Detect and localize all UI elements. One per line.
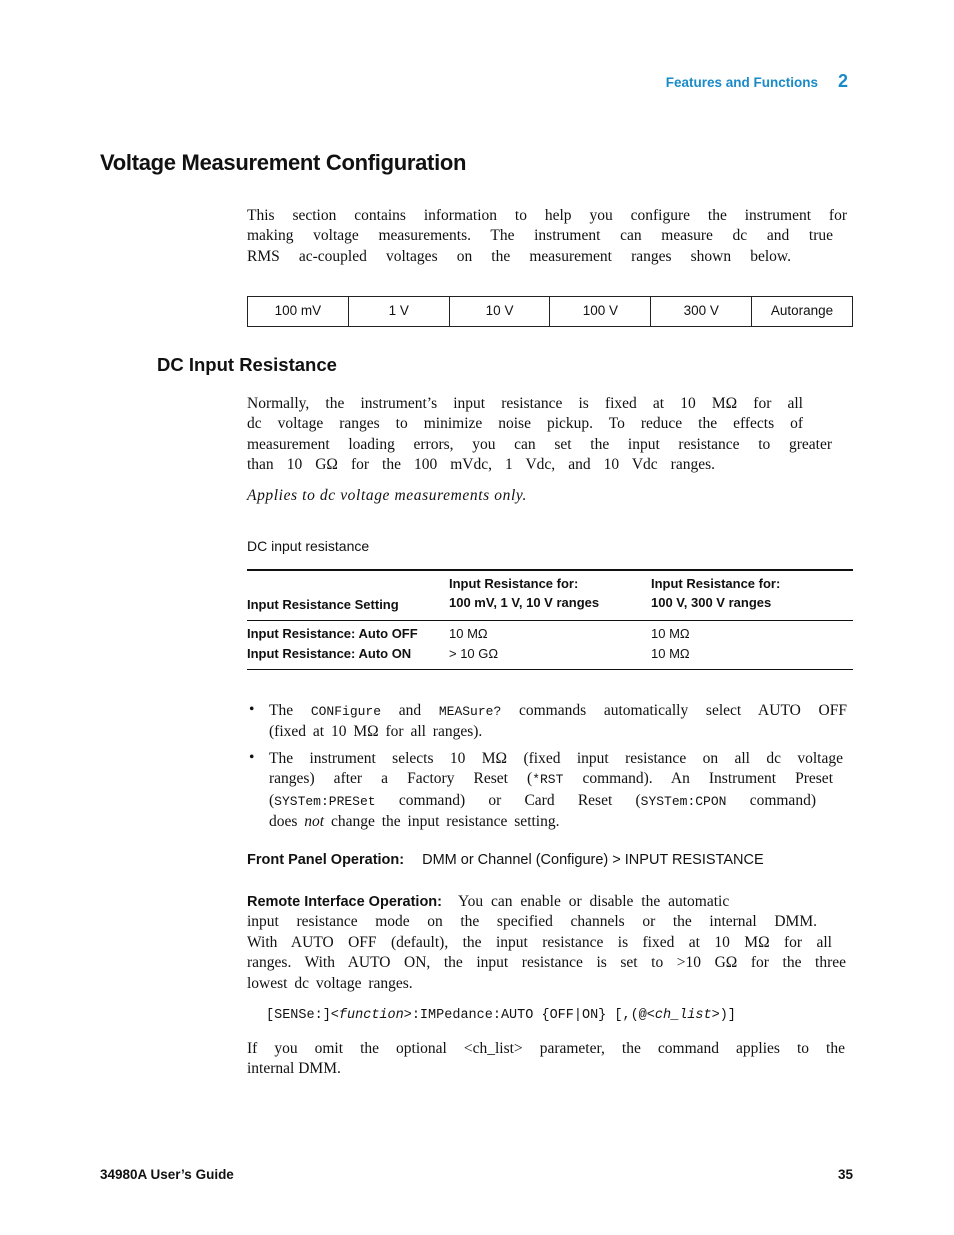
bullet-marker: • [249,701,255,718]
intro-line: making voltage measurements. The instrument can measure dc and true [247,227,833,245]
bullet-line: The instrument selects 10 MΩ (fixed input resistance on all dc voltage [269,750,843,767]
bullet-line: (fixed at 10 MΩ for all ranges). [269,723,483,741]
range-cell: Autorange [770,303,834,318]
command-cpon: SYSTem:CPON [640,793,727,809]
dc-line: than 10 GΩ for the 100 mVdc, 1 Vdc, and 10 Vdc ranges. [247,456,715,474]
table-header-rule [247,620,853,621]
table-row-high: 10 MΩ [651,646,690,661]
command-configure: CONFigure [310,704,382,719]
remote-label: Remote Interface Operation: [247,894,442,910]
chapter-number: 2 [838,71,849,91]
table-bottom-rule [247,669,853,670]
remote-line: Remote Interface Operation: You can enable or disable the automatic [247,893,730,910]
command-preset: SYSTem:PRESet [274,793,376,809]
header-line: 100 V, 300 V ranges [651,595,772,610]
page-number: 35 [837,1167,853,1182]
front-panel-operation [247,851,764,869]
remote-line: With AUTO OFF (default), the input resistance is fixed at 10 MΩ for all [247,933,832,951]
table-row-setting: Input Resistance: Auto ON [247,646,412,661]
remote-operation [247,892,847,994]
dc-line: Normally, the instrument’s input resistance is fixed at 10 MΩ for all [247,395,803,412]
intro-paragraph [247,206,847,267]
bullet-line: does not change the input resistance setting. [269,813,560,831]
remote-line: input resistance mode on the specified channels or the internal DMM. [247,913,817,931]
bullet-line: (SYSTem:PRESet command) or Card Reset (SYSTem:CPON command) [269,791,816,809]
footer-guide-title: 34980A User’s Guide [100,1167,234,1182]
page-title: Voltage Measurement Configuration [100,150,467,175]
intro-line: This section contains information to help you configure the instrument for [247,207,847,224]
omit-line: internal DMM. [247,1060,341,1078]
dc-paragraph [247,394,847,476]
dc-line: dc voltage ranges to minimize noise pickup. To reduce the effects of [247,415,803,433]
bullet-line: ranges) after a Factory Reset (*RST command). An Instrument Preset [269,770,833,788]
header-line: Input Resistance for: [651,576,781,591]
voltage-range-table [247,296,853,327]
header-line: 100 mV, 1 V, 10 V ranges [449,595,600,610]
range-cell: 100 mV [248,297,349,326]
table-header-setting: Input Resistance Setting [247,597,399,612]
front-panel-path: DMM or Channel (Configure) > INPUT RESISTANCE [422,852,764,868]
range-cell: 300 V [651,297,752,326]
command-measure: MEASure? [438,704,502,719]
dc-line: measurement loading errors, you can set the input resistance to greater [247,435,832,453]
omit-line: If you omit the optional <ch_list> parameter, the command applies to the [247,1040,845,1057]
command-syntax: [SENSe:]<function>:IMPedance:AUTO {OFF|ON} [,(@<ch_list>)] [266,1008,736,1023]
table-row-low: > 10 GΩ [449,646,499,661]
table-top-rule [247,569,853,571]
table-row-setting: Input Resistance: Auto OFF [247,626,418,641]
range-cell: 100 V [550,297,651,326]
bullet-line: The CONFigure and MEASure? commands automatically select AUTO OFF [269,702,847,719]
omit-paragraph [247,1039,847,1080]
intro-line: RMS ac-coupled voltages on the measurement ranges shown below. [247,247,791,265]
running-header-title: Features and Functions [665,75,818,90]
remote-line: ranges. With AUTO ON, the input resistance is set to >10 GΩ for the three [247,954,846,972]
bullet-item [269,749,847,833]
bullet-marker: • [249,749,255,766]
bullet-item [269,701,847,743]
table-row-low: 10 MΩ [449,626,488,641]
header-line: Input Resistance for: [449,576,579,591]
range-cell: 10 V [450,297,551,326]
applies-note: Applies to dc voltage measurements only. [247,487,527,504]
table-row-high: 10 MΩ [651,626,690,641]
table-caption: DC input resistance [247,538,370,554]
table-header-low [449,574,599,612]
range-cell: 1 V [349,297,450,326]
command-rst: *RST [532,772,564,788]
remote-line: lowest dc voltage ranges. [247,974,413,992]
table-header-high [651,574,780,612]
front-panel-label: Front Panel Operation: [247,852,405,868]
section-heading: DC Input Resistance [157,354,337,375]
